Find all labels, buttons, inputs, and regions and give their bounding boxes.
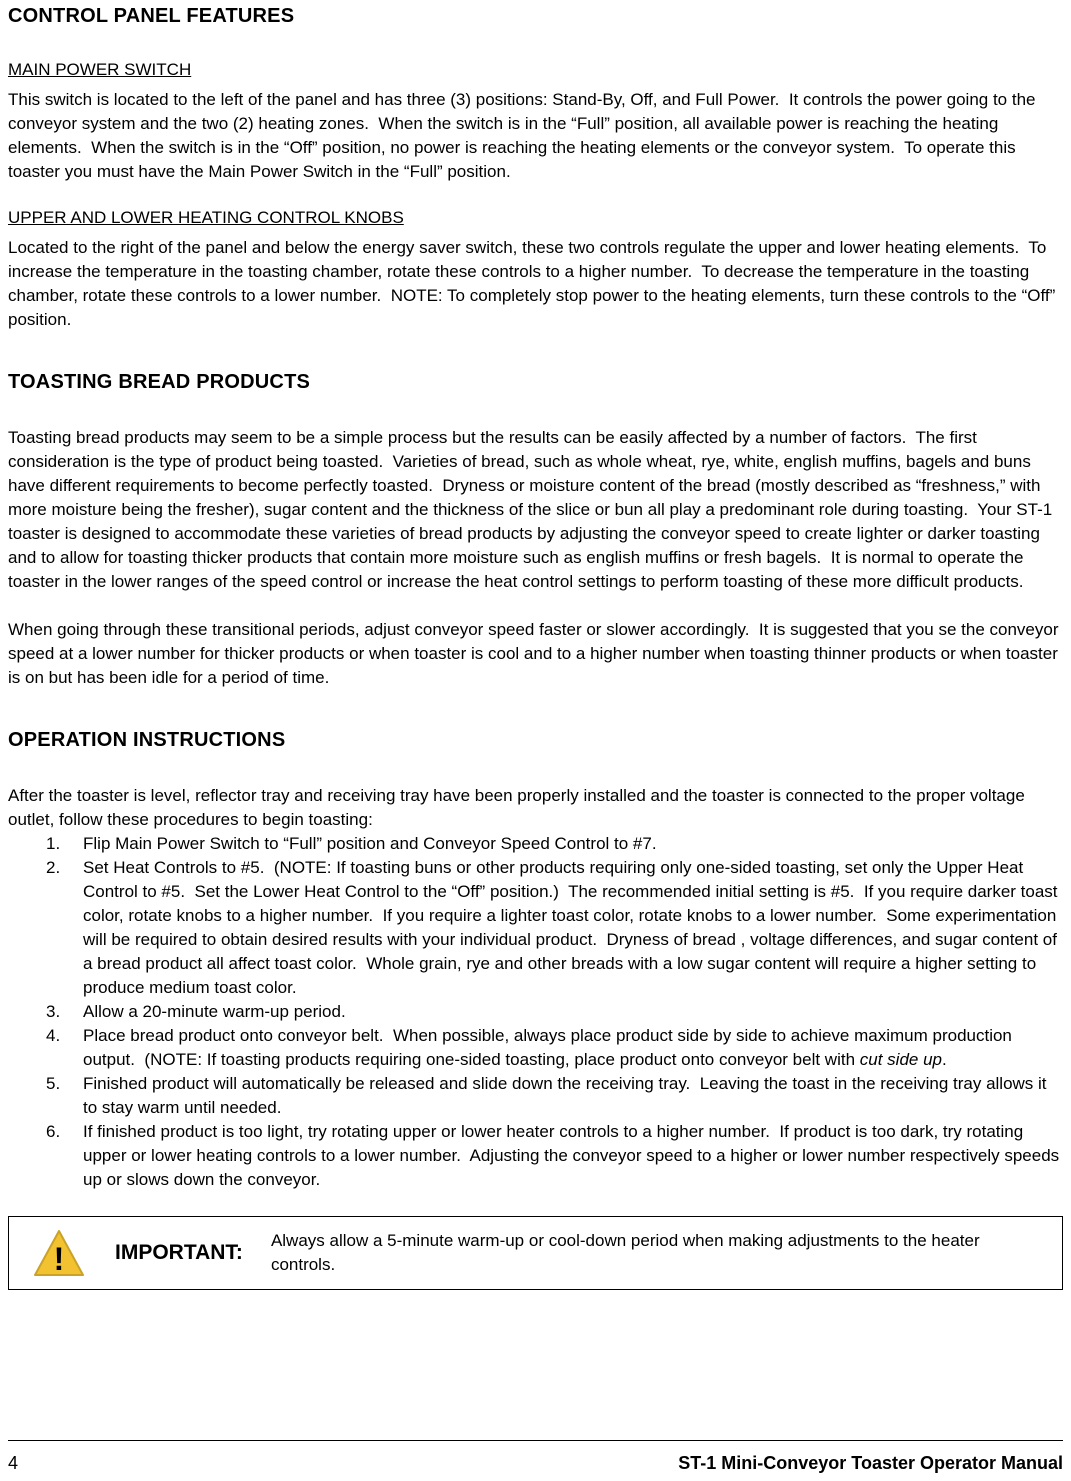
important-text: Always allow a 5-minute warm-up or cool-down period when making adjustments to the heater controls. bbox=[270, 1231, 985, 1274]
step-item-3 bbox=[46, 1000, 1063, 1024]
step-text bbox=[83, 1120, 1063, 1192]
step-item-2 bbox=[46, 856, 1063, 1000]
step-number: 2. bbox=[46, 858, 61, 877]
heading-heating-control-knobs: UPPER AND LOWER HEATING CONTROL KNOBS bbox=[8, 208, 404, 227]
step-text-main: Flip Main Power Switch to “Full” position and Conveyor Speed Control to #7. bbox=[83, 834, 657, 853]
step-text-main: Place bread product onto conveyor belt. When possible, always place product side by side to achieve maximum production output. (NOTE: If toasting products requiring one-sided toasting, place product onto conveyor belt with bbox=[83, 1026, 1017, 1069]
para-main-power-switch: This switch is located to the left of the panel and has three (3) positions: Stand-By, Off, and Full Power. It controls the power going to the conveyor system and the two (2) heating zones. When the switch is in the “Full” position, all available power is reaching the heating elements. When the switch is in the “Off” position, no power is reaching the heating elements or the conveyor system. To operate this toaster you must have the Main Power Switch in the “Full” position. bbox=[8, 90, 1041, 181]
heading-toasting-bread-products: TOASTING BREAD PRODUCTS bbox=[8, 371, 311, 393]
step-number: 1. bbox=[46, 834, 61, 853]
page-number: 4 bbox=[8, 1453, 19, 1473]
step-text bbox=[83, 1000, 1063, 1024]
heading-main-power-switch: MAIN POWER SWITCH bbox=[8, 60, 192, 79]
warning-exclamation-glyph: ! bbox=[53, 1241, 65, 1277]
step-item-1 bbox=[46, 832, 1063, 856]
heading-control-panel-features: CONTROL PANEL FEATURES bbox=[8, 5, 295, 27]
step-number: 3. bbox=[46, 1002, 61, 1021]
step-text-italic: cut side up bbox=[859, 1050, 942, 1069]
step-text-main: If finished product is too light, try rotating upper or lower heater controls to a higher number. If product is too dark, try rotating upper or lower heating controls to a lower number. Adjusting the conveyor speed to a higher or lower number respectively speeds up or slows down the conveyor. bbox=[83, 1122, 1064, 1189]
step-item-4 bbox=[46, 1024, 1063, 1072]
operation-steps-list bbox=[46, 832, 1063, 1192]
step-text bbox=[83, 1072, 1063, 1120]
step-text-main: Finished product will automatically be released and slide down the receiving tray. Leaving the toast in the receiving tray allows it to stay warm until needed. bbox=[83, 1074, 1052, 1117]
step-text bbox=[83, 832, 1063, 856]
step-number: 5. bbox=[46, 1074, 61, 1093]
para-heating-control-knobs: Located to the right of the panel and below the energy saver switch, these two controls regulate the upper and lower heating elements. To increase the temperature in the toasting chamber, rotate these controls to a higher number. To decrease the temperature in the toasting chamber, rotate these controls to a lower number. NOTE: To completely stop power to the heating elements, turn these controls to the “Off” position. bbox=[8, 238, 1061, 329]
important-label: IMPORTANT: bbox=[115, 1241, 243, 1264]
step-number: 6. bbox=[46, 1122, 61, 1141]
step-text bbox=[83, 856, 1063, 1000]
step-item-5 bbox=[46, 1072, 1063, 1120]
step-item-6 bbox=[46, 1120, 1063, 1192]
step-number: 4. bbox=[46, 1026, 61, 1045]
page-footer bbox=[8, 1440, 1063, 1475]
step-text-main: Set Heat Controls to #5. (NOTE: If toasting buns or other products requiring only one-sided toasting, set only the Upper Heat Control to #5. Set the Lower Heat Control to the “Off” position.) The recommended initial setting is #5. If you require darker toast color, rotate knobs to a higher number. If you require a lighter toast color, rotate knobs to a lower number. Some experimentation will be required to obtain desired results with your individual product. Dryness of bread , voltage differences, and sugar content of a bread product all affect toast color. Whole grain, rye and other breads with a low sugar content will require a higher setting to produce medium toast color. bbox=[83, 858, 1063, 997]
para-toasting-1: Toasting bread products may seem to be a simple process but the results can be easily affected by a number of factors. The first consideration is the type of product being toasted. Varieties of bread, such as whole wheat, rye, white, english muffins, bagels and buns have different requirements to become perfectly toasted. Dryness or moisture content of the bread (mostly described as “freshness,” with more moisture being the fresher), sugar content and the thickness of the slice or bun all play a predominant role during toasting. Your ST-1 toaster is designed to accommodate these varieties of bread products by adjusting the conveyor speed to create lighter or darker toasting and to allow for toasting thicker products that contain more moisture such as english muffins or fresh bagels. It is normal to operate the toaster in the lower ranges of the speed control or increase the heat control settings to perform toasting of these more difficult products. bbox=[8, 428, 1057, 591]
step-text-main: Allow a 20-minute warm-up period. bbox=[83, 1002, 346, 1021]
step-text-after: . bbox=[942, 1050, 947, 1069]
para-toasting-2: When going through these transitional periods, adjust conveyor speed faster or slower accordingly. It is suggested that you se the conveyor speed at a lower number for thicker products or when toaster is cool and to a higher number when toasting thinner products or when toaster is on but has been idle for a period of time. bbox=[8, 620, 1064, 687]
warning-triangle-icon bbox=[33, 1229, 85, 1277]
step-text bbox=[83, 1024, 1063, 1072]
manual-page bbox=[8, 4, 1064, 1473]
para-operation-intro: After the toaster is level, reflector tray and receiving tray have been properly installed and the toaster is connected to the proper voltage outlet, follow these procedures to begin toasting: bbox=[8, 786, 1030, 829]
important-callout bbox=[8, 1216, 1063, 1290]
manual-title: ST-1 Mini-Conveyor Toaster Operator Manual bbox=[678, 1453, 1063, 1473]
heading-operation-instructions: OPERATION INSTRUCTIONS bbox=[8, 729, 286, 751]
